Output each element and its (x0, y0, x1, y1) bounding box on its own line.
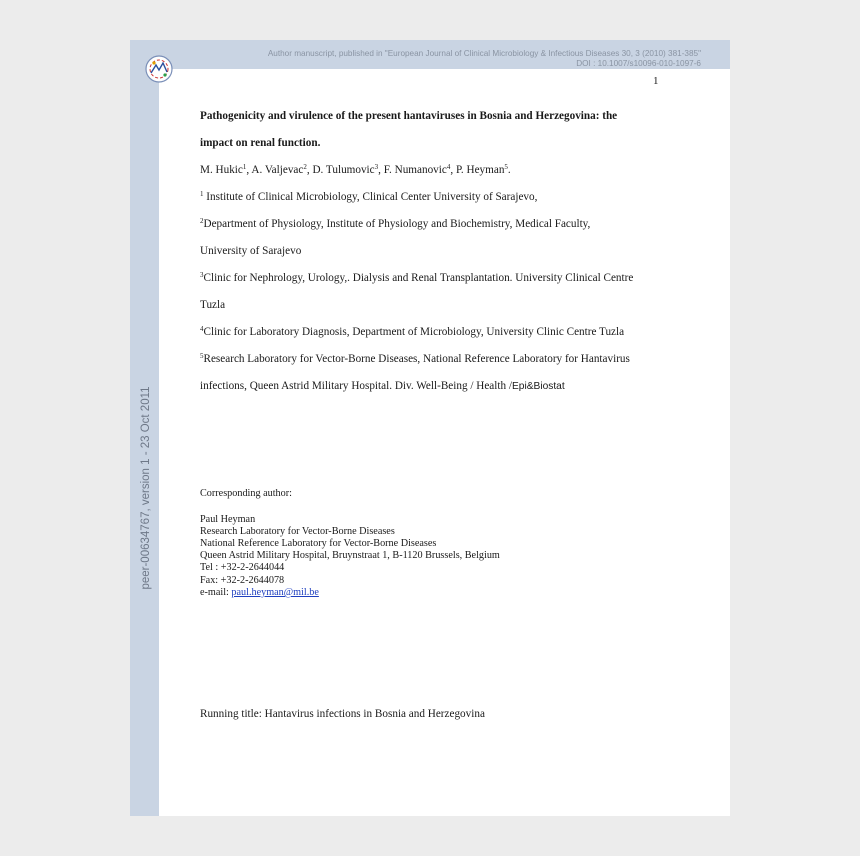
page-number: 1 (653, 75, 659, 87)
affiliation-text: Institute of Clinical Microbiology, Clinical Center University of Sarajevo, (203, 191, 538, 203)
document-page (130, 40, 730, 816)
affiliation-text: infections, Queen Astrid Military Hospital. Div. Well-Being / Health / (200, 380, 512, 392)
paper-title-line-1: Pathogenicity and virulence of the present hantaviruses in Bosnia and Herzegovina: the (200, 110, 618, 122)
affiliation-3 (200, 272, 633, 284)
affiliation-5 (200, 353, 630, 365)
affiliation-mark: 1 (200, 190, 204, 198)
author-name: P. Heyman (455, 164, 505, 176)
affiliation-text: Research Laboratory for Vector-Borne Diseases, National Reference Laboratory for Hantavirus (203, 353, 630, 365)
corresponding-line: National Reference Laboratory for Vector-Borne Diseases (200, 538, 437, 549)
author-name: F. Numanovic (383, 164, 447, 176)
affiliation-5-continued (200, 380, 565, 392)
affiliation-2 (200, 218, 590, 230)
author-separator: . (507, 164, 511, 176)
author-separator: , (246, 164, 252, 176)
running-title: Running title: Hantavirus infections in Bosnia and Herzegovina (200, 708, 485, 720)
affiliation-2-continued: University of Sarajevo (200, 245, 302, 257)
paper-title-line-2: impact on renal function. (200, 137, 321, 149)
hal-logo-icon (144, 54, 174, 84)
corresponding-email-row (200, 587, 319, 598)
author-name: M. Hukic (200, 164, 243, 176)
affiliation-text: Clinic for Laboratory Diagnosis, Department of Microbiology, University Clinic Centre Tuzla (203, 326, 625, 338)
author-affiliation-mark: 5 (504, 163, 508, 171)
corresponding-phone: Tel : +32-2-2644044 (200, 562, 285, 573)
author-list (200, 164, 511, 176)
corresponding-heading: Corresponding author: (200, 488, 292, 499)
corresponding-fax: Fax: +32-2-2644078 (200, 575, 285, 586)
affiliation-mark: 4 (200, 325, 204, 333)
affiliation-1 (200, 191, 537, 203)
email-label: e-mail: (200, 587, 232, 598)
author-affiliation-mark: 3 (374, 163, 379, 171)
affiliation-division: Epi&Biostat (512, 381, 565, 392)
author-separator: , (378, 164, 384, 176)
author-affiliation-mark: 2 (303, 163, 307, 171)
author-affiliation-mark: 4 (446, 163, 451, 171)
author-name: A. Valjevac (251, 164, 304, 176)
author-separator: , (450, 164, 456, 176)
affiliation-mark: 5 (200, 352, 204, 360)
hal-identifier: peer-00634767, version 1 - 23 Oct 2011 (140, 386, 152, 590)
affiliation-mark: 3 (200, 271, 204, 279)
author-affiliation-mark: 1 (242, 163, 247, 171)
affiliation-text: Department of Physiology, Institute of Physiology and Biochemistry, Medical Faculty, (203, 218, 591, 230)
corresponding-line: Paul Heyman (200, 514, 256, 525)
author-separator: , (306, 164, 313, 176)
author-name: D. Tulumovic (312, 164, 375, 176)
email-link[interactable]: paul.heyman@mil.be (231, 587, 319, 598)
affiliation-4 (200, 326, 624, 338)
affiliation-text: Clinic for Nephrology, Urology,. Dialysis and Renal Transplantation. University Clinical Centre (203, 272, 634, 284)
hal-header-band (159, 40, 730, 69)
corresponding-line: Research Laboratory for Vector-Borne Diseases (200, 526, 395, 537)
doi-note: DOI : 10.1007/s10096-010-1097-6 (576, 59, 701, 68)
publication-note: Author manuscript, published in "European Journal of Clinical Microbiology & Infectious Diseases 30, 3 (2010) 381-385" (267, 49, 701, 58)
affiliation-3-continued: Tuzla (200, 299, 226, 311)
affiliation-mark: 2 (200, 217, 204, 225)
corresponding-line: Queen Astrid Military Hospital, Bruynstraat 1, B-1120 Brussels, Belgium (200, 550, 500, 561)
